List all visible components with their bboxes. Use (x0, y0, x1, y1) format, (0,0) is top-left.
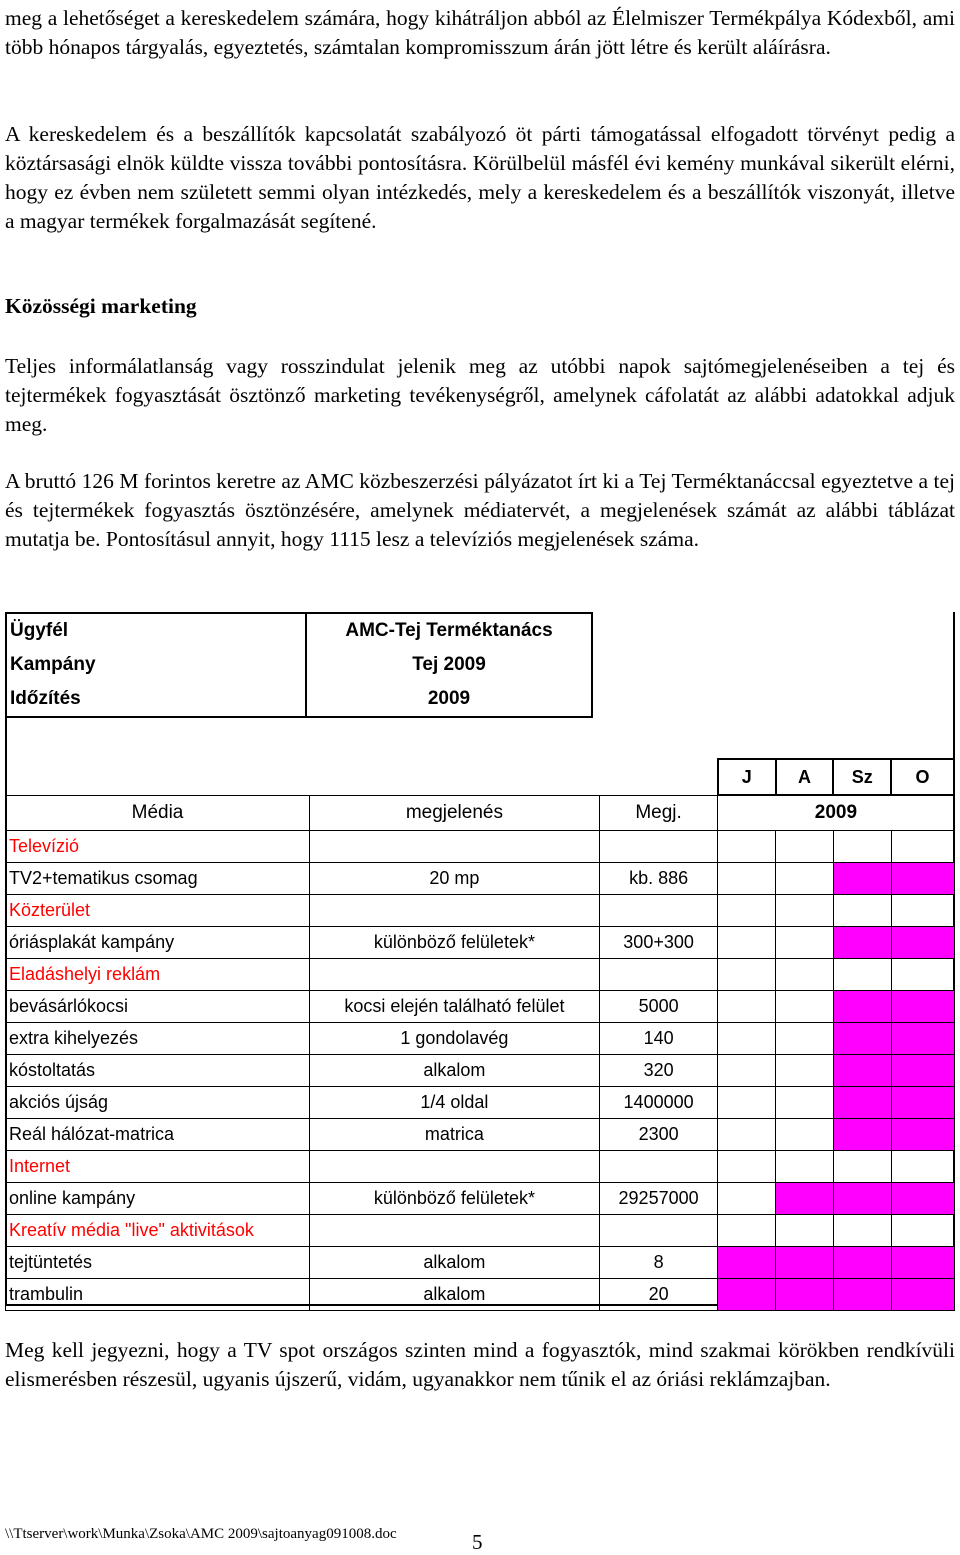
category-row (6, 1215, 955, 1247)
month-cell (718, 1151, 776, 1183)
active-month-cell (891, 1247, 954, 1279)
cell-c2: alkalom (310, 1055, 600, 1087)
months-row (6, 759, 955, 795)
month-cell (718, 1215, 776, 1247)
section-heading: Közösségi marketing (5, 294, 197, 318)
info-value: 2009 (306, 682, 592, 717)
month-cell (891, 1151, 954, 1183)
media-row (6, 863, 955, 895)
active-month-cell (718, 1279, 776, 1311)
month-cell (718, 1183, 776, 1215)
cell-c2: különböző felületek* (310, 927, 600, 959)
active-month-cell (833, 991, 891, 1023)
cell-c1: trambulin (6, 1279, 310, 1311)
month-cell (776, 1023, 834, 1055)
cell-c2: 1 gondolavég (310, 1023, 600, 1055)
month-cell (718, 863, 776, 895)
month-cell (718, 927, 776, 959)
active-month-cell (891, 927, 954, 959)
cell-c1: extra kihelyezés (6, 1023, 310, 1055)
cell-c3: 320 (599, 1055, 718, 1087)
category-row (6, 959, 955, 991)
cell-c3: 1400000 (599, 1087, 718, 1119)
media-plan-table (5, 758, 955, 1311)
month-cell (891, 895, 954, 927)
paragraph-2: A kereskedelem és a beszállítók kapcsolatát szabályozó öt párti támogatással elfogadott törvényt pedig a köztársasági elnök küldte vissza további pontosításra. Körülbelül másfél évi kemény munkával sikerült elérni, hogy ez évben nem született semmi olyan intézkedés, mely a kereskedelem és a beszállítók viszonyát, illetve a magyar termékek forgalmazását segítené. (5, 122, 955, 233)
campaign-info-table (5, 612, 593, 718)
active-month-cell (833, 863, 891, 895)
month-cell (776, 991, 834, 1023)
cell-c3: 2300 (599, 1119, 718, 1151)
info-row (6, 648, 592, 682)
cell-c2: kocsi elején található felület (310, 991, 600, 1023)
cell-c2 (310, 1151, 600, 1183)
info-row (6, 682, 592, 717)
active-month-cell (891, 863, 954, 895)
paragraph-4: A bruttó 126 M forintos keretre az AMC közbeszerzési pályázatot írt ki a Tej Terméktanáccsal egyeztetve a tej és tejtermékek fogyasztás ösztönzésére, amelynek médiatervét, a megjelenések számát az alábbi táblázat mutatja be. Pontosításul annyit, hogy 1115 lesz a televíziós megjelenések száma. (5, 469, 955, 551)
cell-c2: matrica (310, 1119, 600, 1151)
page-number: 5 (472, 1530, 483, 1554)
info-value: Tej 2009 (306, 648, 592, 682)
month-cell (776, 1215, 834, 1247)
month-cell (718, 1087, 776, 1119)
month-cell (891, 831, 954, 863)
month-cell (776, 1055, 834, 1087)
month-cell (718, 831, 776, 863)
month-cell (776, 895, 834, 927)
active-month-cell (833, 1023, 891, 1055)
info-value: AMC-Tej Terméktanács (306, 613, 592, 648)
active-month-cell (891, 991, 954, 1023)
month-cell (718, 1023, 776, 1055)
info-key: Ügyfél (6, 613, 306, 648)
cell-c1: Kreatív média "live" aktivitások (6, 1215, 310, 1247)
month-cell (833, 895, 891, 927)
active-month-cell (776, 1247, 834, 1279)
active-month-cell (833, 927, 891, 959)
cell-c3: 8 (599, 1247, 718, 1279)
cell-c3 (599, 895, 718, 927)
month-cell (718, 991, 776, 1023)
active-month-cell (833, 1055, 891, 1087)
blank-cell (599, 759, 718, 795)
cell-c1: Közterület (6, 895, 310, 927)
info-row (6, 613, 592, 648)
cell-c2: alkalom (310, 1279, 600, 1311)
active-month-cell (891, 1279, 954, 1311)
month-cell (776, 1119, 834, 1151)
month-cell (718, 1055, 776, 1087)
active-month-cell (833, 1279, 891, 1311)
cell-c1: óriásplakát kampány (6, 927, 310, 959)
month-header: O (891, 759, 954, 795)
media-row (6, 1247, 955, 1279)
cell-c1: Reál hálózat-matrica (6, 1119, 310, 1151)
cell-c1: online kampány (6, 1183, 310, 1215)
cell-c1: akciós újság (6, 1087, 310, 1119)
cell-c3 (599, 831, 718, 863)
active-month-cell (891, 1183, 954, 1215)
active-month-cell (891, 1119, 954, 1151)
cell-c1: tejtüntetés (6, 1247, 310, 1279)
month-cell (776, 959, 834, 991)
cell-c1: kóstoltatás (6, 1055, 310, 1087)
month-cell (833, 1151, 891, 1183)
cell-c2 (310, 895, 600, 927)
paragraph-3: Teljes informálatlanság vagy rosszindulat jelenik meg az utóbbi napok sajtómegjelenéseiben a tej és tejtermékek fogyasztását ösztönző marketing tevékenységről, amelynek cáfolatát az alábbi adatokkal adjuk meg. (5, 354, 955, 436)
cell-c3 (599, 1215, 718, 1247)
active-month-cell (833, 1247, 891, 1279)
month-cell (718, 959, 776, 991)
cell-c3: 20 (599, 1279, 718, 1311)
active-month-cell (833, 1119, 891, 1151)
cell-c3 (599, 959, 718, 991)
cell-c2: 20 mp (310, 863, 600, 895)
header-year: 2009 (718, 795, 954, 831)
blank-cell (310, 759, 600, 795)
header-megj: Megj. (599, 795, 718, 831)
cell-c2 (310, 1215, 600, 1247)
cell-c1: bevásárlókocsi (6, 991, 310, 1023)
category-row (6, 831, 955, 863)
month-cell (891, 1215, 954, 1247)
cell-c3 (599, 1151, 718, 1183)
month-cell (833, 831, 891, 863)
media-row (6, 1183, 955, 1215)
info-key: Kampány (6, 648, 306, 682)
info-key: Időzítés (6, 682, 306, 717)
header-megjelenes: megjelenés (310, 795, 600, 831)
active-month-cell (833, 1087, 891, 1119)
footer-path: \\Ttserver\work\Munka\Zsoka\AMC 2009\sajtoanyag091008.doc (5, 1526, 397, 1542)
month-cell (718, 1119, 776, 1151)
month-cell (718, 895, 776, 927)
cell-c3: 300+300 (599, 927, 718, 959)
media-row (6, 1279, 955, 1311)
active-month-cell (891, 1023, 954, 1055)
category-row (6, 895, 955, 927)
cell-c2 (310, 959, 600, 991)
cell-c1: TV2+tematikus csomag (6, 863, 310, 895)
active-month-cell (776, 1279, 834, 1311)
media-row (6, 991, 955, 1023)
month-cell (776, 863, 834, 895)
media-row (6, 1055, 955, 1087)
active-month-cell (776, 1183, 834, 1215)
media-row (6, 1087, 955, 1119)
active-month-cell (833, 1183, 891, 1215)
cell-c3: 29257000 (599, 1183, 718, 1215)
month-header: Sz (833, 759, 891, 795)
cell-c2: 1/4 oldal (310, 1087, 600, 1119)
paragraph-1: meg a lehetőséget a kereskedelem számára, hogy kihátráljon abból az Élelmiszer Termékpálya Kódexből, ami több hónapos tárgyalás, egyeztetés, számtalan kompromisszum árán jött létre és került aláírásra. (5, 6, 955, 59)
month-cell (776, 1087, 834, 1119)
cell-c1: Internet (6, 1151, 310, 1183)
cell-c3: 5000 (599, 991, 718, 1023)
month-cell (833, 959, 891, 991)
media-row (6, 927, 955, 959)
cell-c3: 140 (599, 1023, 718, 1055)
month-header: A (776, 759, 834, 795)
header-row (6, 795, 955, 831)
month-cell (776, 927, 834, 959)
header-media: Média (6, 795, 310, 831)
active-month-cell (891, 1055, 954, 1087)
month-cell (776, 1151, 834, 1183)
media-row (6, 1119, 955, 1151)
active-month-cell (891, 1087, 954, 1119)
cell-c2: alkalom (310, 1247, 600, 1279)
category-row (6, 1151, 955, 1183)
paragraph-5: Meg kell jegyezni, hogy a TV spot országos szinten mind a fogyasztók, mind szakmai körökben rendkívüli elismerésben részesül, ugyanis újszerű, vidám, ugyanakkor nem tűnik el az óriási reklámzajban. (5, 1338, 955, 1391)
month-cell (776, 831, 834, 863)
cell-c2: különböző felületek* (310, 1183, 600, 1215)
cell-c2 (310, 831, 600, 863)
month-cell (833, 1215, 891, 1247)
month-cell (891, 959, 954, 991)
cell-c1: Televízió (6, 831, 310, 863)
active-month-cell (718, 1247, 776, 1279)
media-row (6, 1023, 955, 1055)
blank-cell (6, 759, 310, 795)
month-header: J (718, 759, 776, 795)
cell-c3: kb. 886 (599, 863, 718, 895)
cell-c1: Eladáshelyi reklám (6, 959, 310, 991)
